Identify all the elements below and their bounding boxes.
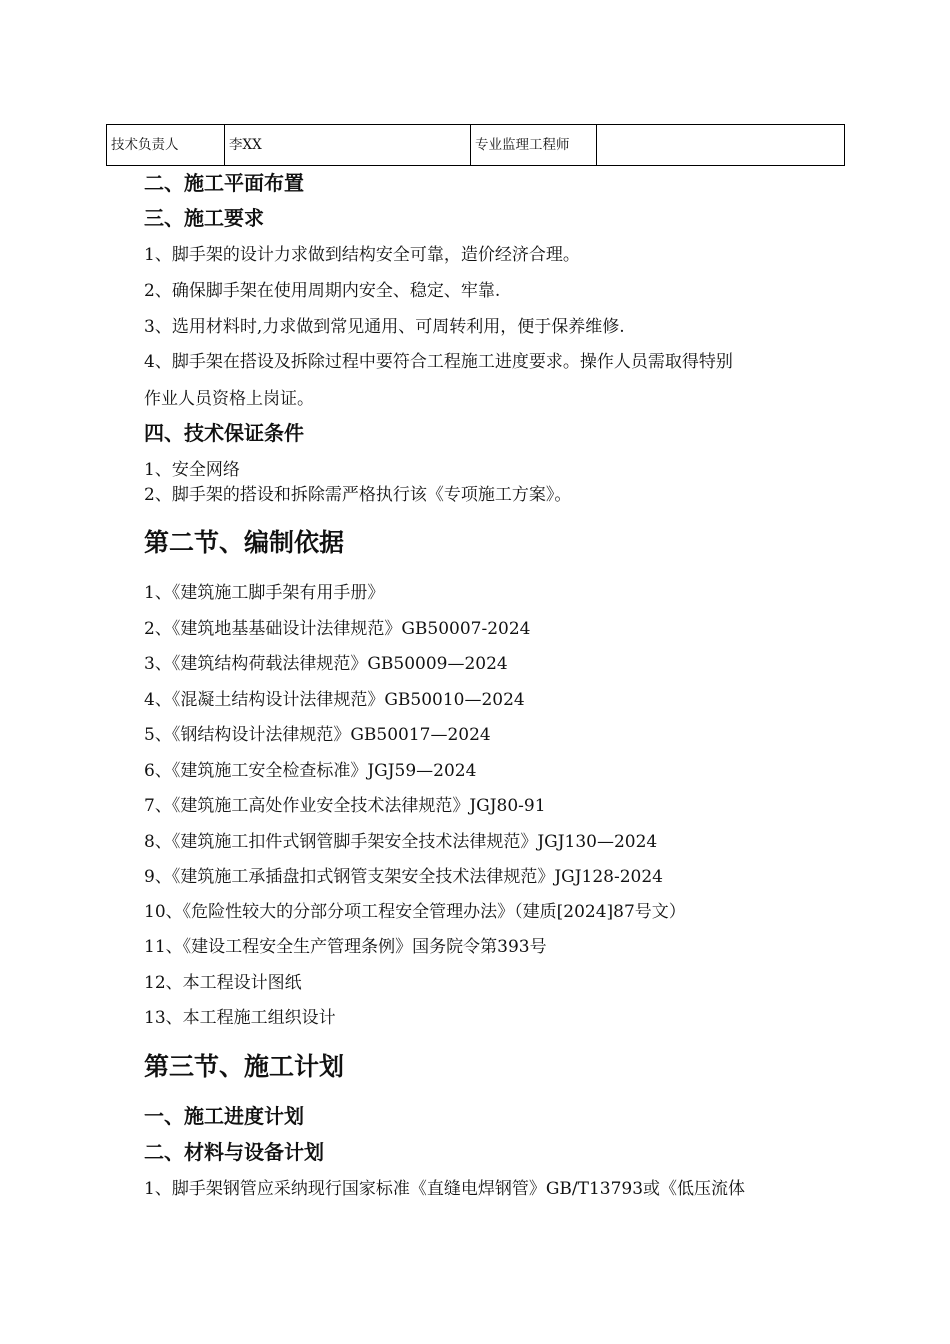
technical-lead-value: 李XX bbox=[225, 125, 471, 166]
list-item: 12、本工程设计图纸 bbox=[144, 973, 302, 993]
section-title-basis: 第二节、编制依据 bbox=[144, 528, 345, 557]
list-item: 8、《建筑施工扣件式钢管脚手架安全技术法律规范》JGJ130—2024 bbox=[144, 832, 658, 852]
heading-site-layout: 二、施工平面布置 bbox=[144, 171, 304, 195]
list-item: 11、《建设工程安全生产管理条例》国务院令第393号 bbox=[144, 937, 547, 957]
list-item: 1、安全网络 bbox=[144, 460, 240, 480]
list-item: 1、《建筑施工脚手架有用手册》 bbox=[144, 583, 385, 603]
list-item: 6、《建筑施工安全检查标准》JGJ59—2024 bbox=[144, 761, 477, 781]
list-item: 9、《建筑施工承插盘扣式钢管支架安全技术法律规范》JGJ128-2024 bbox=[144, 867, 663, 887]
list-item: 10、《危险性较大的分部分项工程安全管理办法》（建质[2024]87号文） bbox=[144, 902, 686, 922]
list-item: 5、《钢结构设计法律规范》GB50017—2024 bbox=[144, 725, 491, 745]
list-item: 3、《建筑结构荷载法律规范》GB50009—2024 bbox=[144, 654, 508, 674]
supervising-engineer-value bbox=[597, 125, 845, 166]
heading-materials-plan: 二、材料与设备计划 bbox=[144, 1140, 324, 1164]
heading-technical-assurance: 四、技术保证条件 bbox=[144, 421, 304, 445]
technical-lead-label: 技术负责人 bbox=[107, 125, 225, 166]
list-item: 4、脚手架在搭设及拆除过程中要符合工程施工进度要求。操作人员需取得特别 bbox=[144, 352, 733, 372]
list-item: 作业人员资格上岗证。 bbox=[144, 389, 314, 409]
supervising-engineer-label: 专业监理工程师 bbox=[471, 125, 597, 166]
list-item: 1、脚手架钢管应采纳现行国家标准《直缝电焊钢管》GB/T13793或《低压流体 bbox=[144, 1179, 746, 1199]
list-item: 1、脚手架的设计力求做到结构安全可靠，造价经济合理。 bbox=[144, 245, 580, 265]
list-item: 3、选用材料时,力求做到常见通用、可周转利用，便于保养维修. bbox=[144, 317, 625, 337]
signature-table bbox=[106, 124, 845, 166]
table-row bbox=[107, 125, 845, 166]
list-item: 4、《混凝土结构设计法律规范》GB50010—2024 bbox=[144, 690, 525, 710]
heading-progress-plan: 一、施工进度计划 bbox=[144, 1104, 304, 1128]
list-item: 2、脚手架的搭设和拆除需严格执行该《专项施工方案》。 bbox=[144, 485, 572, 505]
list-item: 2、确保脚手架在使用周期内安全、稳定、牢靠. bbox=[144, 281, 501, 301]
list-item: 7、《建筑施工高处作业安全技术法律规范》JGJ80-91 bbox=[144, 796, 546, 816]
section-title-plan: 第三节、施工计划 bbox=[144, 1052, 345, 1081]
list-item: 2、《建筑地基基础设计法律规范》GB50007-2024 bbox=[144, 619, 531, 639]
list-item: 13、本工程施工组织设计 bbox=[144, 1008, 336, 1028]
heading-construction-requirements: 三、施工要求 bbox=[144, 206, 264, 230]
